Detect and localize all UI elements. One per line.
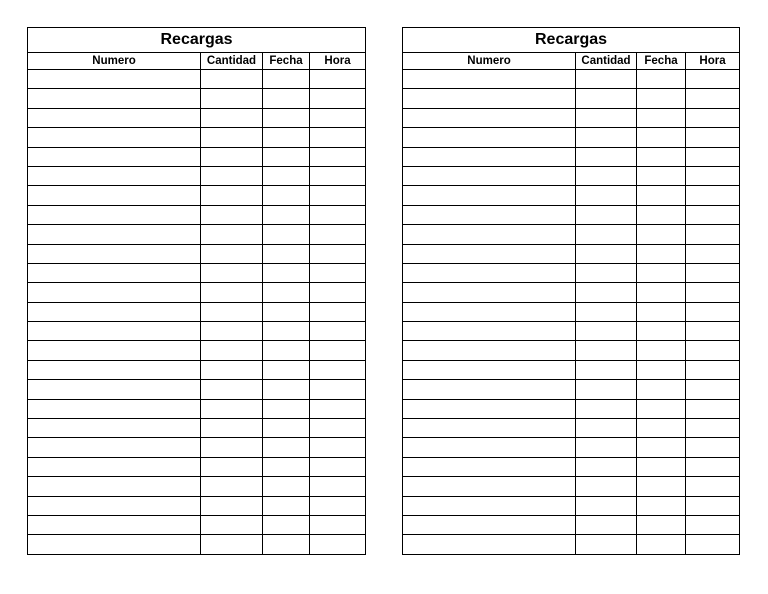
cell-fecha[interactable]: [637, 477, 686, 496]
cell-hora[interactable]: [310, 341, 366, 360]
cell-cantidad[interactable]: [201, 283, 263, 302]
cell-numero[interactable]: [403, 166, 576, 185]
cell-hora[interactable]: [310, 225, 366, 244]
table-row: [28, 419, 366, 438]
cell-cantidad[interactable]: [201, 380, 263, 399]
table-row: [28, 283, 366, 302]
cell-cantidad[interactable]: [576, 477, 637, 496]
cell-numero[interactable]: [403, 89, 576, 108]
cell-fecha[interactable]: [263, 166, 310, 185]
cell-hora[interactable]: [686, 360, 740, 379]
cell-fecha[interactable]: [263, 477, 310, 496]
cell-numero[interactable]: [403, 302, 576, 321]
table-row: [403, 186, 740, 205]
cell-numero[interactable]: [28, 205, 201, 224]
cell-hora[interactable]: [686, 108, 740, 127]
cell-hora[interactable]: [686, 515, 740, 534]
cell-cantidad[interactable]: [576, 438, 637, 457]
cell-numero[interactable]: [403, 515, 576, 534]
cell-cantidad[interactable]: [201, 419, 263, 438]
cell-hora[interactable]: [310, 380, 366, 399]
cell-hora[interactable]: [686, 380, 740, 399]
cell-cantidad[interactable]: [201, 438, 263, 457]
table-row: [28, 380, 366, 399]
cell-fecha[interactable]: [637, 322, 686, 341]
sheet-title: Recargas: [28, 28, 366, 53]
cell-hora[interactable]: [686, 419, 740, 438]
cell-numero[interactable]: [28, 419, 201, 438]
table-row: [403, 438, 740, 457]
table-row: [28, 244, 366, 263]
table-row: [403, 70, 740, 89]
cell-cantidad[interactable]: [201, 147, 263, 166]
table-row: [28, 70, 366, 89]
table-row: [28, 128, 366, 147]
cell-fecha[interactable]: [637, 244, 686, 263]
table-row: [403, 457, 740, 476]
cell-fecha[interactable]: [263, 496, 310, 515]
cell-fecha[interactable]: [263, 283, 310, 302]
cell-numero[interactable]: [403, 147, 576, 166]
cell-cantidad[interactable]: [576, 128, 637, 147]
cell-cantidad[interactable]: [201, 477, 263, 496]
column-header-hora: Hora: [686, 53, 740, 70]
cell-fecha[interactable]: [263, 147, 310, 166]
cell-cantidad[interactable]: [201, 186, 263, 205]
cell-hora[interactable]: [686, 535, 740, 554]
cell-fecha[interactable]: [637, 225, 686, 244]
title-row: [403, 28, 740, 53]
cell-hora[interactable]: [686, 283, 740, 302]
cell-cantidad[interactable]: [576, 515, 637, 534]
cell-fecha[interactable]: [637, 302, 686, 321]
cell-numero[interactable]: [28, 225, 201, 244]
table-row: [403, 496, 740, 515]
table-row: [28, 341, 366, 360]
cell-numero[interactable]: [403, 322, 576, 341]
column-header-cantidad: Cantidad: [576, 53, 637, 70]
table-row: [403, 147, 740, 166]
cell-hora[interactable]: [310, 419, 366, 438]
table-row: [28, 477, 366, 496]
cell-fecha[interactable]: [263, 186, 310, 205]
table-row: [403, 515, 740, 534]
cell-cantidad[interactable]: [201, 108, 263, 127]
cell-numero[interactable]: [403, 225, 576, 244]
cell-hora[interactable]: [310, 166, 366, 185]
cell-cantidad[interactable]: [576, 535, 637, 554]
cell-numero[interactable]: [403, 70, 576, 89]
cell-cantidad[interactable]: [576, 322, 637, 341]
cell-cantidad[interactable]: [576, 380, 637, 399]
cell-hora[interactable]: [686, 147, 740, 166]
cell-numero[interactable]: [28, 438, 201, 457]
entry-rows: [28, 70, 366, 555]
column-header-cantidad: Cantidad: [201, 53, 263, 70]
cell-hora[interactable]: [686, 399, 740, 418]
table-row: [28, 263, 366, 282]
cell-hora[interactable]: [686, 244, 740, 263]
cell-numero[interactable]: [403, 186, 576, 205]
column-header-fecha: Fecha: [263, 53, 310, 70]
cell-numero[interactable]: [403, 496, 576, 515]
cell-fecha[interactable]: [637, 128, 686, 147]
cell-cantidad[interactable]: [576, 360, 637, 379]
cell-cantidad[interactable]: [201, 399, 263, 418]
cell-fecha[interactable]: [263, 205, 310, 224]
table-row: [28, 360, 366, 379]
cell-numero[interactable]: [28, 263, 201, 282]
cell-hora[interactable]: [686, 322, 740, 341]
cell-hora[interactable]: [686, 438, 740, 457]
cell-numero[interactable]: [28, 515, 201, 534]
cell-numero[interactable]: [403, 244, 576, 263]
cell-fecha[interactable]: [263, 380, 310, 399]
table-row: [28, 186, 366, 205]
cell-cantidad[interactable]: [201, 457, 263, 476]
table-row: [28, 89, 366, 108]
cell-hora[interactable]: [310, 108, 366, 127]
cell-fecha[interactable]: [637, 380, 686, 399]
recargas-log-right: [402, 27, 740, 555]
cell-cantidad[interactable]: [201, 263, 263, 282]
cell-cantidad[interactable]: [201, 128, 263, 147]
table-row: [28, 302, 366, 321]
cell-fecha[interactable]: [263, 70, 310, 89]
cell-cantidad[interactable]: [576, 205, 637, 224]
cell-fecha[interactable]: [263, 341, 310, 360]
cell-numero[interactable]: [28, 70, 201, 89]
sheet-title: Recargas: [403, 28, 740, 53]
cell-cantidad[interactable]: [576, 457, 637, 476]
cell-hora[interactable]: [310, 70, 366, 89]
header-row: [403, 53, 740, 70]
cell-numero[interactable]: [28, 399, 201, 418]
cell-numero[interactable]: [28, 477, 201, 496]
cell-hora[interactable]: [686, 263, 740, 282]
cell-cantidad[interactable]: [576, 283, 637, 302]
cell-numero[interactable]: [403, 263, 576, 282]
cell-cantidad[interactable]: [576, 419, 637, 438]
cell-hora[interactable]: [310, 263, 366, 282]
table-row: [403, 225, 740, 244]
table-row: [403, 399, 740, 418]
cell-fecha[interactable]: [263, 535, 310, 554]
cell-hora[interactable]: [686, 128, 740, 147]
cell-fecha[interactable]: [637, 108, 686, 127]
cell-hora[interactable]: [310, 515, 366, 534]
cell-numero[interactable]: [403, 399, 576, 418]
cell-fecha[interactable]: [637, 70, 686, 89]
table-row: [403, 108, 740, 127]
table-row: [28, 166, 366, 185]
cell-numero[interactable]: [28, 166, 201, 185]
cell-fecha[interactable]: [637, 438, 686, 457]
cell-hora[interactable]: [310, 302, 366, 321]
cell-cantidad[interactable]: [201, 302, 263, 321]
cell-fecha[interactable]: [637, 89, 686, 108]
cell-numero[interactable]: [403, 283, 576, 302]
table-row: [403, 419, 740, 438]
cell-numero[interactable]: [403, 419, 576, 438]
entry-rows: [403, 70, 740, 555]
column-header-numero: Numero: [403, 53, 576, 70]
table-row: [28, 399, 366, 418]
cell-cantidad[interactable]: [576, 186, 637, 205]
cell-hora[interactable]: [310, 535, 366, 554]
table-row: [403, 302, 740, 321]
cell-fecha[interactable]: [263, 360, 310, 379]
table-row: [28, 438, 366, 457]
cell-hora[interactable]: [686, 341, 740, 360]
table-row: [28, 535, 366, 554]
table-row: [28, 205, 366, 224]
table-row: [403, 244, 740, 263]
cell-numero[interactable]: [403, 380, 576, 399]
cell-fecha[interactable]: [263, 399, 310, 418]
cell-hora[interactable]: [310, 496, 366, 515]
cell-cantidad[interactable]: [201, 496, 263, 515]
cell-numero[interactable]: [28, 341, 201, 360]
table-row: [28, 108, 366, 127]
cell-fecha[interactable]: [263, 128, 310, 147]
cell-numero[interactable]: [28, 283, 201, 302]
header-row: [28, 53, 366, 70]
cell-numero[interactable]: [28, 302, 201, 321]
cell-cantidad[interactable]: [576, 89, 637, 108]
cell-hora[interactable]: [310, 186, 366, 205]
table-row: [403, 535, 740, 554]
cell-fecha[interactable]: [637, 263, 686, 282]
cell-cantidad[interactable]: [201, 225, 263, 244]
cell-hora[interactable]: [310, 438, 366, 457]
cell-fecha[interactable]: [263, 89, 310, 108]
table-row: [403, 263, 740, 282]
cell-numero[interactable]: [28, 147, 201, 166]
cell-numero[interactable]: [403, 128, 576, 147]
table-row: [403, 322, 740, 341]
cell-hora[interactable]: [310, 244, 366, 263]
cell-fecha[interactable]: [637, 205, 686, 224]
cell-fecha[interactable]: [263, 225, 310, 244]
table-row: [28, 225, 366, 244]
table-row: [403, 380, 740, 399]
cell-hora[interactable]: [686, 225, 740, 244]
cell-numero[interactable]: [28, 380, 201, 399]
cell-fecha[interactable]: [263, 263, 310, 282]
cell-hora[interactable]: [686, 457, 740, 476]
cell-fecha[interactable]: [637, 283, 686, 302]
cell-numero[interactable]: [403, 477, 576, 496]
cell-numero[interactable]: [28, 457, 201, 476]
cell-hora[interactable]: [686, 70, 740, 89]
table-row: [28, 322, 366, 341]
table-row: [403, 128, 740, 147]
cell-cantidad[interactable]: [201, 70, 263, 89]
cell-hora[interactable]: [310, 128, 366, 147]
cell-numero[interactable]: [403, 457, 576, 476]
cell-numero[interactable]: [28, 244, 201, 263]
cell-hora[interactable]: [686, 166, 740, 185]
cell-fecha[interactable]: [637, 535, 686, 554]
cell-fecha[interactable]: [637, 360, 686, 379]
cell-fecha[interactable]: [637, 515, 686, 534]
cell-fecha[interactable]: [637, 496, 686, 515]
table-row: [403, 283, 740, 302]
cell-hora[interactable]: [686, 205, 740, 224]
table-row: [403, 89, 740, 108]
cell-cantidad[interactable]: [201, 89, 263, 108]
table-row: [28, 496, 366, 515]
cell-numero[interactable]: [403, 438, 576, 457]
cell-numero[interactable]: [403, 205, 576, 224]
cell-hora[interactable]: [310, 283, 366, 302]
cell-fecha[interactable]: [263, 515, 310, 534]
cell-cantidad[interactable]: [576, 244, 637, 263]
cell-numero[interactable]: [28, 89, 201, 108]
cell-hora[interactable]: [310, 477, 366, 496]
cell-cantidad[interactable]: [576, 399, 637, 418]
cell-hora[interactable]: [686, 89, 740, 108]
cell-cantidad[interactable]: [576, 225, 637, 244]
cell-hora[interactable]: [310, 147, 366, 166]
cell-fecha[interactable]: [263, 244, 310, 263]
cell-cantidad[interactable]: [201, 244, 263, 263]
cell-hora[interactable]: [310, 360, 366, 379]
cell-fecha[interactable]: [637, 166, 686, 185]
cell-fecha[interactable]: [263, 108, 310, 127]
cell-hora[interactable]: [310, 89, 366, 108]
cell-cantidad[interactable]: [201, 322, 263, 341]
column-header-numero: Numero: [28, 53, 201, 70]
column-header-hora: Hora: [310, 53, 366, 70]
title-row: [28, 28, 366, 53]
cell-numero[interactable]: [28, 535, 201, 554]
cell-hora[interactable]: [310, 205, 366, 224]
cell-cantidad[interactable]: [576, 496, 637, 515]
cell-cantidad[interactable]: [201, 341, 263, 360]
cell-cantidad[interactable]: [576, 108, 637, 127]
cell-numero[interactable]: [28, 322, 201, 341]
table-row: [28, 457, 366, 476]
cell-numero[interactable]: [28, 360, 201, 379]
table-row: [403, 205, 740, 224]
cell-cantidad[interactable]: [576, 147, 637, 166]
cell-cantidad[interactable]: [201, 515, 263, 534]
cell-numero[interactable]: [28, 496, 201, 515]
cell-cantidad[interactable]: [576, 263, 637, 282]
cell-hora[interactable]: [686, 496, 740, 515]
table-row: [28, 515, 366, 534]
cell-cantidad[interactable]: [201, 535, 263, 554]
cell-numero[interactable]: [403, 108, 576, 127]
cell-cantidad[interactable]: [201, 166, 263, 185]
cell-fecha[interactable]: [263, 302, 310, 321]
table-row: [28, 147, 366, 166]
cell-hora[interactable]: [310, 322, 366, 341]
table-row: [403, 477, 740, 496]
cell-cantidad[interactable]: [576, 341, 637, 360]
cell-hora[interactable]: [686, 186, 740, 205]
cell-fecha[interactable]: [637, 399, 686, 418]
cell-cantidad[interactable]: [201, 360, 263, 379]
table-row: [403, 166, 740, 185]
cell-hora[interactable]: [686, 477, 740, 496]
cell-fecha[interactable]: [263, 419, 310, 438]
cell-fecha[interactable]: [263, 457, 310, 476]
cell-numero[interactable]: [403, 341, 576, 360]
cell-numero[interactable]: [403, 360, 576, 379]
column-header-fecha: Fecha: [637, 53, 686, 70]
cell-fecha[interactable]: [637, 457, 686, 476]
cell-fecha[interactable]: [263, 438, 310, 457]
cell-fecha[interactable]: [637, 186, 686, 205]
cell-cantidad[interactable]: [576, 70, 637, 89]
cell-cantidad[interactable]: [201, 205, 263, 224]
table-row: [403, 360, 740, 379]
cell-numero[interactable]: [403, 535, 576, 554]
cell-fecha[interactable]: [637, 147, 686, 166]
cell-hora[interactable]: [686, 302, 740, 321]
recargas-log-left: [27, 27, 366, 555]
cell-cantidad[interactable]: [576, 166, 637, 185]
cell-fecha[interactable]: [263, 322, 310, 341]
cell-fecha[interactable]: [637, 419, 686, 438]
cell-numero[interactable]: [28, 108, 201, 127]
cell-fecha[interactable]: [637, 341, 686, 360]
cell-numero[interactable]: [28, 128, 201, 147]
cell-numero[interactable]: [28, 186, 201, 205]
table-row: [403, 341, 740, 360]
cell-cantidad[interactable]: [576, 302, 637, 321]
cell-hora[interactable]: [310, 457, 366, 476]
cell-hora[interactable]: [310, 399, 366, 418]
